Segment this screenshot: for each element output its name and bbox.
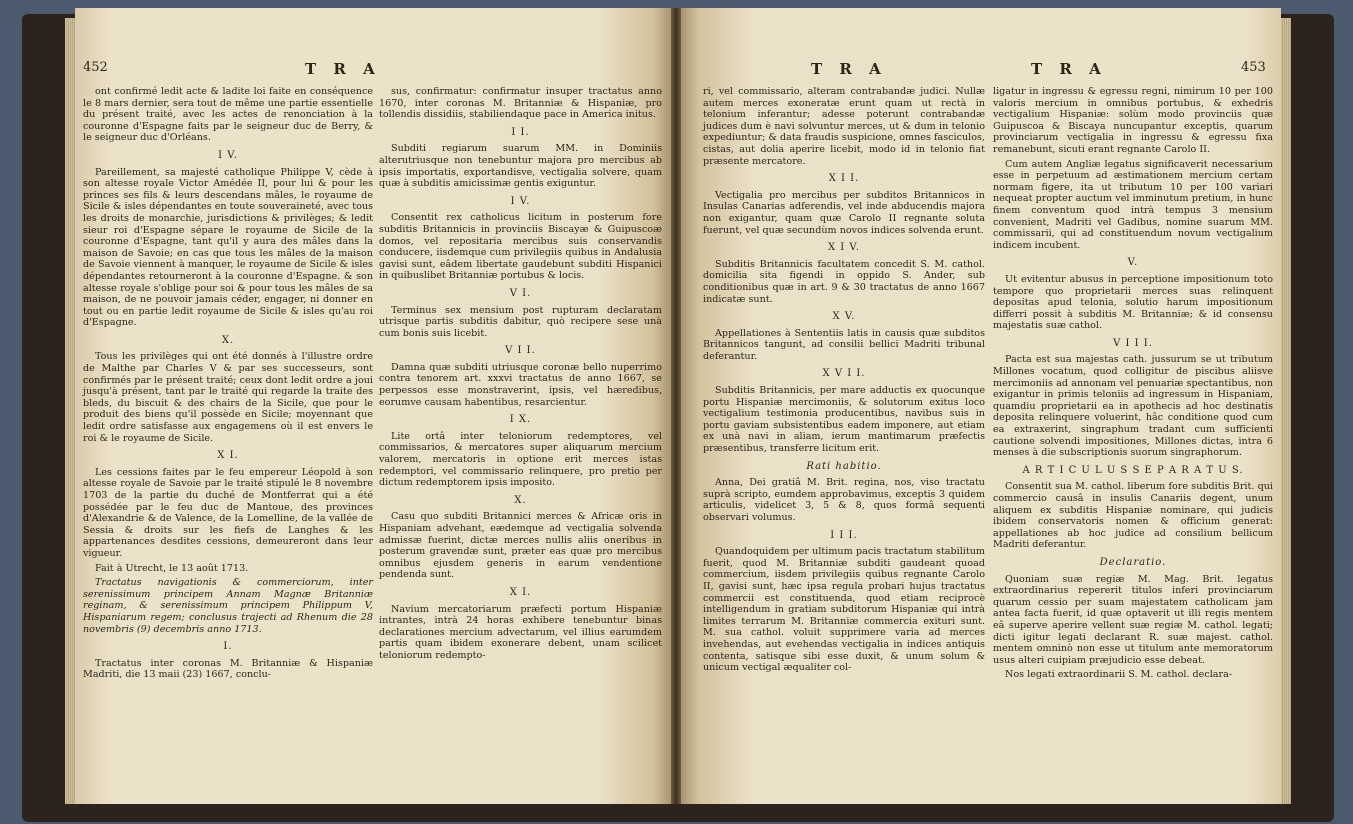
paragraph: sus, confirmatur: confirmatur insuper tractatus anno 1670, inter coronas M. Britanniæ & Hispaniæ, pro tollendis dissidiis, stabiliendaque pace in America initus. bbox=[379, 86, 662, 121]
paragraph: Consentit rex catholicus licitum in posterum fore subditis Britannicis in provinciis Biscayæ & Guipuscoæ domos, vel repositaria mercibus suis conservandis conducere, iisdemque cum privilegiis quibus in Andalusia gavisi sunt, eâdem libertate gaudebunt subditi Hispanici in quibuslibet Britanniæ portubus & locis. bbox=[379, 212, 662, 282]
paragraph: Nos legati extraordinarii S. M. cathol. declara- bbox=[1005, 669, 1233, 681]
section-heading: V I I I. bbox=[1113, 337, 1153, 349]
paragraph: Tractatus inter coronas M. Britanniæ & Hispaniæ Madriti, die 13 maii (23) 1667, conclu- bbox=[83, 657, 373, 681]
paragraph: Subditis Britannicis, per mare adductis ex quocunque portu Hispaniæ mercimoniis, & solutorum exitus loco vectigalium testimonia producentibus, navibus suis in portu gaviam subsistentibus eadem imponere, aut etiam ex unà navi in aliam, ierum mantimarum præfectis præsentibus, transferre licitum erit. bbox=[703, 385, 985, 455]
right-running-head-right: T R A bbox=[1031, 60, 1107, 78]
paragraph: Cum autem Angliæ legatus significaverit necessarium esse in perpetuum ad æstimationem mercium certam normam figere, ita ut tributum 10 per 100 variari nequeat propter auctum vel imminutum pretium, in hunc finem conventum quod intrà tempus 3 mensium convenient, Madriti vel Gadibus, nomine suarum MM. commissarii, qui ad constituendum novum vectigalium indicem incubent. bbox=[993, 158, 1273, 251]
section-heading: I I I. bbox=[830, 529, 858, 541]
paragraph: Appellationes à Sententiis latis in causis quæ subditos Britannicos tangunt, ad consilii bellici Madriti tribunal deferantur. bbox=[703, 327, 985, 362]
section-heading: X. bbox=[514, 494, 527, 506]
section-heading: X V I I. bbox=[822, 368, 866, 380]
right-column-2 bbox=[993, 86, 1273, 684]
paragraph: Consentit sua M. cathol. liberum fore subditis Brit. qui commercio causâ in insulis Canariis degent, unum aliquem ex subditis Hispaniæ nominare, qui judicis ibidem conservatoris nomen & officium generat: appellationes ab hoc judice ad consilium bellicum Madriti deferantur. bbox=[993, 481, 1273, 551]
section-heading: X I I. bbox=[828, 173, 860, 185]
section-heading: X. bbox=[221, 334, 235, 346]
left-page-edges bbox=[65, 18, 75, 804]
left-page-number: 452 bbox=[83, 60, 108, 75]
section-heading: V I I. bbox=[505, 345, 536, 357]
paragraph: Anna, Dei gratiâ M. Brit. regina, nos, viso tractatu suprà scripto, eumdem approbavimus, exceptis 3 quidem articulis, videlicet 3, 5 & 8, quos formâ sequenti observari volumus. bbox=[703, 477, 985, 523]
paragraph: Pacta est sua majestas cath. jussurum se ut tributum Millones vocatum, quod colligitur de piscibus aliisve mercimoniis ad annonam vel penuariæ spectantibus, non exigantur in primis teloniis ad ingressum in Hispaniam, quamdiu proprietarii ea in apothecis ad hoc destinatis deposita relinquere voluerint, hâc conditione quod cum ea extraxerint, singraphum tradant cum sufficienti cautione solvendi impositiones, Millones dictas, intra 6 menses à die subscriptionis suorum singraphorum. bbox=[993, 354, 1273, 459]
paragraph: ri, vel commissario, alteram contrabandæ judici. Nullæ autem merces exoneratæ erunt quam ut rectà in telonium inferantur; adesse poterunt contrabandæ judices dum è navi solvuntur merces, ut & dum in telonio expediuntur; & data fraudis suspicione, omnes fasciculos, cistas, aut dolia aperire licebit, modo id in telonio fiat præsente mercatore. bbox=[703, 86, 985, 167]
section-heading: V I. bbox=[509, 287, 532, 299]
section-heading: X V. bbox=[832, 311, 856, 323]
left-running-head: T R A bbox=[305, 60, 381, 78]
left-column-2 bbox=[379, 86, 662, 665]
paragraph: Vectigalia pro mercibus per subditos Britannicos in Insulas Canarias adferendis, vel inde abducendis majora non exigantur, quam quæ Carolo II regnante soluta fuerunt, vel quæ secundùm novos indices solvenda erunt. bbox=[703, 189, 985, 236]
paragraph: Tous les privilèges qui ont été donnés à l'illustre ordre de Malthe par Charles V & par ses successeurs, sont confirmés par le présent traité; ceux dont ledit ordre a joui jusqu'à présent, tant par le traité qui regarde la traite des bleds, du biscuit & des chairs de la Sicile, que pour le produit des biens qu'il possède en Sicile; moyennant que ledit ordre satisfasse aux engagemens où il est envers le roi & le royaume de Sicile. bbox=[83, 351, 373, 444]
section-heading: X I V. bbox=[827, 242, 861, 254]
paragraph: Quoniam suæ regiæ M. Mag. Brit. legatus extraordinarius repererit titulos inferi provinciarum quarum cessio per suam majestatem catholicam jam antea facta fuerit, id quæ optaverit ut illi regis mentem eâ superve aperire vellent suæ regiæ M. cathol. legati; dicti igitur legati declarant R. suæ majest. cathol. mentem omninò non esse ut titulum ante memoratorum usus alteri cuipiam præjudicio esse debeat. bbox=[993, 573, 1273, 666]
paragraph: Quandoquidem per ultimum pacis tractatum stabilitum fuerit, quod M. Britanniæ subditi gaudeant quoad commercium, iisdem privilegiis quibus regnante Carolo II, gavisi sunt, hæc ipsa regula probari hujus tractatus commercii est constituenda, quod etiam reciprocè intelligendum in gratiam subditorum Hispaniæ qui intrà limites terrarum M. Britanniæ commercia exituri sunt. M. sua cathol. voluit supprimere varia ad merces invehendas, aut evehendas vectigalia in indices antiquis contenta, satisque sibi esse duxit, & unum solum & unicum vectigal æqualiter col- bbox=[703, 546, 985, 674]
right-page-edges bbox=[1281, 18, 1291, 804]
paragraph: ligatur in ingressu & egressu regni, nimirum 10 per 100 valoris mercium in omnibus portubus, & exhedris vectigalium Hispaniæ: solùm modo provinciis quæ Guipuscoa & Biscaya nuncupantur exceptis, quarum provinciarum vectigalia in ingressu & egressu fixa remanebunt, sicuti erant regnante Carolo II. bbox=[993, 86, 1273, 155]
section-heading: V. bbox=[1127, 257, 1139, 269]
section-heading: X I. bbox=[217, 450, 239, 462]
right-page bbox=[681, 8, 1281, 804]
paragraph: Casu quo subditi Britannici merces & Africæ oris in Hispaniam advehant, eædemque ad vectigalia solvenda admissæ fuerint, dictæ merces nullis aliis oneribus in posterum gravendæ sunt, præter eas quæ pro mercibus omnibus ejusdem generis in earum vendentione pendenda sunt. bbox=[379, 511, 662, 581]
section-heading: I V. bbox=[218, 149, 238, 161]
paragraph: Subditi regiarum suarum MM. in Dominiis alterutriusque non tenebuntur majora pro mercibus ab ipsis importatis, exportandisve, vectigalia solvere, quam quæ à subditis amicissimæ gentis exiguntur. bbox=[379, 143, 662, 190]
paragraph: Ut evitentur abusus in perceptione impositionum toto tempore quo proprietarii merces suas relinquent depositas apud telonia, solutio harum impositionum differri possit à subditis M. Britanniæ; & id consensu majestatis suæ cathol. bbox=[993, 273, 1273, 332]
book-gutter bbox=[671, 8, 681, 804]
paragraph: Tractatus navigationis & commerciorum, inter serenissimum principem Annam Magnæ Britanniæ reginam, & serenissimum principem Philippum V, Hispaniarum regem; conclusus trajecti ad Rhenum die 28 novembris (9) decembris anno 1713. bbox=[83, 577, 373, 635]
section-heading: I I. bbox=[511, 126, 530, 138]
paragraph: Lite ortâ inter teloniorum redemptores, vel commissarios, & mercatores super aliquarum mercium valorem, mercatoris in optione erit merces istas redemptori, vel commissario relinquere, pro pretio per dictum redemptorem ipsis imposito. bbox=[379, 430, 662, 489]
section-heading: I X. bbox=[509, 414, 532, 426]
section-heading: Declaratio. bbox=[1099, 556, 1167, 568]
paragraph: Terminus sex mensium post rupturam declaratam utrisque partis subditis dabitur, quò recipere sese unà cum bonis suis licebit. bbox=[379, 304, 662, 339]
section-heading: I V. bbox=[510, 195, 531, 207]
paragraph: Subditis Britannicis facultatem concedit S. M. cathol. domicilia sita figendi in oppido S. Ander, sub conditionibus quæ in art. 9 & 30 tractatus de anno 1667 indicatæ sunt. bbox=[703, 258, 985, 305]
paragraph: ont confirmé ledit acte & ladite loi faite en conséquence le 8 mars dernier, sera tout de même une partie essentielle du présent traité, avec les actes de renonciation à la couronne d'Espagne faits par le seigneur duc de Berry, & le seigneur duc d'Orléans. bbox=[83, 86, 373, 144]
left-column-1 bbox=[83, 86, 373, 684]
paragraph: Fait à Utrecht, le 13 août 1713. bbox=[95, 562, 249, 574]
section-heading: A R T I C U L U S S E P A R A T U S. bbox=[1022, 464, 1244, 476]
paragraph: Les cessions faites par le feu empereur Léopold à son altesse royale de Savoie par le traité stipulé le 8 novembre 1703 de la partie du duché de Montferrat qui a été possédée par le feu duc de Mantoue, des provinces d'Alexandrie & de Valence, de la Lomelline, de la vallée de Sessia & droits sur les fiefs de Langhes & les appartenances desdites cessions, demeureront dans leur vigueur. bbox=[83, 466, 373, 559]
paragraph: Navium mercatoriarum præfecti portum Hispaniæ intrantes, intrà 24 horas exhibere tenebuntur binas declarationes mercium advectarum, vel illius earumdem partis quam ibidem exonerare debent, unam scilicet teloniorum redempto- bbox=[379, 603, 662, 661]
left-page bbox=[75, 8, 671, 804]
right-page-number: 453 bbox=[1241, 60, 1266, 75]
paragraph: Damna quæ subditi utriusque coronæ bello nuperrimo contra tenorem art. xxxvi tractatus de anno 1667, se perpessos esse monstraverint, ipsis, vel hæredibus, eorumve causam habentibus, resarcientur. bbox=[379, 361, 662, 408]
section-heading: I. bbox=[223, 641, 233, 653]
section-heading: X I. bbox=[509, 586, 532, 598]
right-column-1 bbox=[703, 86, 985, 677]
paragraph: Pareillement, sa majesté catholique Philippe V, cède à son altesse royale Victor Amédée II, pour lui & pour les princes ses fils & leurs descendans mâles, le royaume de Sicile & isles dépendantes en toute souveraineté, avec tous les droits de monarchie, jurisdictions & privilèges; & ledit sieur roi d'Espagne sépare le royaume de Sicile de la couronne d'Espagne, tant qu'il y aura des mâles dans la maison de Savoie; en cas que tous les mâles de la maison de Savoie viennent à manquer, le royaume de Sicile & isles dépendantes retourneront à la couronne d'Espagne. & son altesse royale s'oblige pour soi & pour tous les mâles de sa maison, de ne pouvoir jamais céder, engager, ni donner en tout ou en partie ledit royaume de Sicile & isles qu'au roi d'Espagne. bbox=[83, 166, 373, 329]
right-running-head-left: T R A bbox=[811, 60, 887, 78]
section-heading: Rati habitio. bbox=[806, 460, 882, 472]
